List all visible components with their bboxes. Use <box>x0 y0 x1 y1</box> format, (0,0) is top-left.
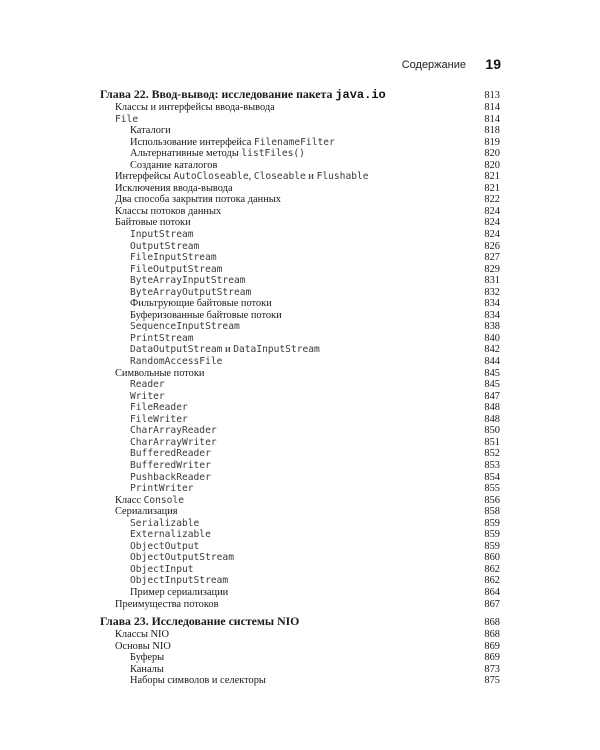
toc-entry-title <box>100 483 194 495</box>
title-text: Каналы <box>130 663 164 675</box>
toc-chapter-heading <box>100 613 500 629</box>
toc-entry-title <box>100 368 204 380</box>
toc-entry-title <box>100 414 188 426</box>
title-text: Классы NIO <box>115 629 169 641</box>
toc-entry <box>100 587 500 599</box>
title-text: Глава 22. Ввод-вывод: исследование пакета <box>100 87 336 101</box>
toc-entry <box>100 437 500 449</box>
toc-entry-page: 831 <box>484 275 500 287</box>
code-identifier: OutputStream <box>130 240 200 252</box>
toc-entry-title <box>100 125 171 137</box>
toc-entry-page: 868 <box>484 617 500 629</box>
toc-entry-page: 829 <box>484 263 500 275</box>
code-identifier: CharArrayWriter <box>130 436 217 448</box>
toc-entry-page: 862 <box>484 575 500 587</box>
toc-entry-page: 848 <box>484 402 500 414</box>
toc-entry-page: 852 <box>484 448 500 460</box>
code-identifier: Writer <box>130 390 165 402</box>
toc-entry-page: 844 <box>484 356 500 368</box>
code-identifier: FileOutputStream <box>130 263 223 275</box>
toc-entry-title <box>100 437 217 449</box>
toc-entry-page: 832 <box>484 286 500 298</box>
toc-entry <box>100 402 500 414</box>
toc-entry-title <box>100 564 194 576</box>
toc-entry <box>100 344 500 356</box>
toc-entry <box>100 460 500 472</box>
toc-entry <box>100 125 500 137</box>
toc-entry <box>100 379 500 391</box>
toc-entry-page: 848 <box>484 413 500 425</box>
toc-entry <box>100 252 500 264</box>
code-identifier: BufferedReader <box>130 448 211 460</box>
toc-entry-title <box>100 264 222 276</box>
title-text: и <box>222 344 234 356</box>
toc-entry-title <box>100 495 184 507</box>
toc-entry-page: 853 <box>484 459 500 471</box>
title-text: Каталоги <box>130 125 171 137</box>
toc-entry-title <box>100 137 335 149</box>
toc-entry-title <box>100 460 211 472</box>
page-number: 19 <box>485 56 501 72</box>
toc-entry <box>100 664 500 676</box>
toc-entry <box>100 206 500 218</box>
code-identifier: Console <box>143 494 184 506</box>
code-identifier: Externalizable <box>130 529 211 541</box>
toc-entry-title <box>100 206 221 218</box>
code-identifier: FileWriter <box>130 413 188 425</box>
toc-entry-page: 827 <box>484 252 500 264</box>
toc-entry-page: 875 <box>484 675 500 687</box>
toc-entry-title <box>100 541 199 553</box>
toc-entry <box>100 641 500 653</box>
toc-entry-title <box>100 183 233 195</box>
toc-entry-page: 854 <box>484 471 500 483</box>
toc-entry-title <box>100 298 272 310</box>
code-identifier: Flushable <box>316 171 369 183</box>
toc-entry-title <box>100 402 188 414</box>
toc-entry <box>100 321 500 333</box>
toc-entry-title <box>100 664 164 676</box>
code-identifier: SequenceInputStream <box>130 321 240 333</box>
title-text: Преимущества потоков <box>115 598 219 610</box>
code-identifier: ObjectInputStream <box>130 575 229 587</box>
code-identifier: PrintStream <box>130 332 194 344</box>
toc-entry <box>100 575 500 587</box>
code-identifier: Closeable <box>253 171 306 183</box>
code-identifier: ObjectOutputStream <box>130 552 234 564</box>
title-text: Символьные потоки <box>115 367 205 379</box>
toc-entry-page: 869 <box>484 640 500 652</box>
toc-entry-page: 855 <box>484 483 500 495</box>
toc-entry-page: 845 <box>484 379 500 391</box>
code-identifier: DataInputStream <box>233 344 320 356</box>
toc-entry <box>100 114 500 126</box>
toc-entry-page: 814 <box>484 102 500 113</box>
toc-entry <box>100 391 500 403</box>
toc-entry <box>100 529 500 541</box>
toc-entry-title <box>100 379 165 391</box>
toc-entry-page: 873 <box>484 663 500 675</box>
toc-entry-title <box>100 587 228 599</box>
toc-entry-title <box>100 575 228 587</box>
title-text: Буферы <box>130 652 165 664</box>
toc-entry-page: 862 <box>484 563 500 575</box>
toc-entry-page: 859 <box>484 540 500 552</box>
toc-entry-title <box>100 217 191 229</box>
toc-entry-page: 824 <box>484 229 500 241</box>
toc-entry-title <box>100 344 320 356</box>
code-identifier: java.io <box>335 88 386 102</box>
toc-entry-title <box>100 229 194 241</box>
toc-entry-title <box>100 241 199 253</box>
code-identifier: File <box>115 113 139 125</box>
code-identifier: PrintWriter <box>130 483 194 495</box>
toc-entry-title <box>100 448 211 460</box>
code-identifier: CharArrayReader <box>130 425 217 437</box>
title-text: Два способа закрытия потока данных <box>115 194 281 206</box>
toc-entry-title <box>100 518 199 530</box>
title-text: Сериализация <box>115 506 178 518</box>
toc-entry-page: 851 <box>484 436 500 448</box>
toc-entry <box>100 217 500 229</box>
title-text: , <box>248 171 254 183</box>
code-identifier: Reader <box>130 379 165 391</box>
code-identifier: FilenameFilter <box>253 136 335 148</box>
title-text: Наборы символов и селекторы <box>130 675 266 687</box>
toc-entry-page: 847 <box>484 390 500 402</box>
toc-entry-title <box>100 114 138 126</box>
code-identifier: Serializable <box>130 517 200 529</box>
toc-entry-title <box>100 275 246 287</box>
toc-entry-page: 824 <box>484 205 500 217</box>
toc-entry <box>100 171 500 183</box>
toc-entry-page: 864 <box>484 586 500 598</box>
title-text: Альтернативные методы <box>130 148 242 160</box>
toc-entry-page: 842 <box>484 344 500 356</box>
toc-entry <box>100 652 500 664</box>
toc-entry <box>100 552 500 564</box>
toc-entry-page: 867 <box>484 598 500 610</box>
table-of-contents <box>100 86 500 687</box>
toc-entry-title <box>100 194 281 206</box>
code-identifier: ObjectInput <box>130 563 194 575</box>
title-text: Классы и интерфейсы ввода-вывода <box>115 102 275 113</box>
code-identifier: BufferedWriter <box>130 459 211 471</box>
toc-entry <box>100 102 500 114</box>
toc-entry-page: 869 <box>484 652 500 664</box>
toc-entry-title <box>100 356 222 368</box>
toc-entry-page: 820 <box>484 159 500 171</box>
code-identifier: PushbackReader <box>130 471 211 483</box>
toc-entry-title <box>100 425 217 437</box>
code-identifier: DataOutputStream <box>130 344 223 356</box>
toc-entry <box>100 629 500 641</box>
toc-entry-title <box>100 552 234 564</box>
toc-entry <box>100 506 500 518</box>
toc-entry <box>100 137 500 149</box>
toc-entry <box>100 356 500 368</box>
toc-entry-title <box>100 641 171 653</box>
toc-entry-page: 859 <box>484 517 500 529</box>
toc-entry <box>100 194 500 206</box>
toc-entry-page: 840 <box>484 332 500 344</box>
title-text: Интерфейсы <box>115 171 174 183</box>
toc-entry-title <box>100 472 211 484</box>
toc-entry <box>100 287 500 299</box>
toc-entry-page: 845 <box>484 367 500 379</box>
code-identifier: ByteArrayInputStream <box>130 275 246 287</box>
toc-entry-title <box>100 675 266 687</box>
toc-entry <box>100 368 500 380</box>
toc-entry-page: 834 <box>484 309 500 321</box>
toc-entry-title <box>100 506 178 518</box>
toc-entry-title <box>100 86 386 103</box>
code-identifier: FileReader <box>130 402 188 414</box>
code-identifier: AutoCloseable <box>173 171 249 183</box>
toc-entry-page: 838 <box>484 321 500 333</box>
toc-entry <box>100 241 500 253</box>
title-text: Создание каталогов <box>130 159 218 171</box>
toc-entry <box>100 541 500 553</box>
toc-entry-page: 859 <box>484 529 500 541</box>
toc-entry-title <box>100 148 305 160</box>
title-text: Пример сериализации <box>130 586 229 598</box>
toc-entry-page: 814 <box>484 113 500 125</box>
toc-entry-page: 834 <box>484 298 500 310</box>
code-identifier: listFiles() <box>241 148 305 160</box>
toc-entry-page: 821 <box>484 182 500 194</box>
toc-entry-title <box>100 310 282 322</box>
toc-entry-title <box>100 599 219 611</box>
toc-entry-title <box>100 160 217 172</box>
toc-entry-title <box>100 391 165 403</box>
toc-entry-title <box>100 287 251 299</box>
title-text: Классы потоков данных <box>115 205 222 217</box>
toc-entry-page: 868 <box>484 629 500 641</box>
toc-entry-title <box>100 333 194 345</box>
toc-entry-page: 826 <box>484 240 500 252</box>
toc-entry-page: 819 <box>484 136 500 148</box>
toc-entry <box>100 275 500 287</box>
toc-entry <box>100 333 500 345</box>
toc-entry-page: 860 <box>484 552 500 564</box>
running-header <box>0 56 600 76</box>
toc-entry <box>100 599 500 611</box>
toc-entry <box>100 564 500 576</box>
toc-entry <box>100 483 500 495</box>
toc-entry <box>100 229 500 241</box>
toc-entry <box>100 675 500 687</box>
toc-entry-page: 821 <box>484 171 500 183</box>
toc-entry <box>100 425 500 437</box>
toc-entry <box>100 183 500 195</box>
toc-entry-page: 850 <box>484 425 500 437</box>
toc-entry <box>100 448 500 460</box>
toc-entry-page: 824 <box>484 217 500 229</box>
toc-entry <box>100 160 500 172</box>
toc-entry <box>100 148 500 160</box>
title-text: Буферизованные байтовые потоки <box>130 309 282 321</box>
code-identifier: ByteArrayOutputStream <box>130 286 252 298</box>
code-identifier: InputStream <box>130 229 194 241</box>
toc-entry-page: 813 <box>484 90 500 101</box>
code-identifier: RandomAccessFile <box>130 356 223 368</box>
title-text: Использование интерфейса <box>130 136 254 148</box>
toc-entry-title <box>100 529 211 541</box>
title-text: Байтовые потоки <box>115 217 191 229</box>
toc-entry <box>100 310 500 322</box>
toc-entry-page: 822 <box>484 194 500 206</box>
toc-entry-title <box>100 252 217 264</box>
title-text: Фильтрующие байтовые потоки <box>130 298 272 310</box>
title-text: и <box>305 171 317 183</box>
toc-entry-title <box>100 171 369 183</box>
code-identifier: FileInputStream <box>130 252 217 264</box>
toc-entry <box>100 495 500 507</box>
toc-entry <box>100 472 500 484</box>
toc-entry <box>100 264 500 276</box>
toc-entry-page: 820 <box>484 148 500 160</box>
toc-entry-title <box>100 613 299 629</box>
toc-entry-page: 818 <box>484 125 500 137</box>
toc-entry-page: 858 <box>484 506 500 518</box>
toc-entry <box>100 518 500 530</box>
code-identifier: ObjectOutput <box>130 540 200 552</box>
toc-entry-title <box>100 321 240 333</box>
toc-chapter-heading <box>100 86 500 102</box>
toc-entry-title <box>100 102 275 114</box>
title-text: Класс <box>115 494 144 506</box>
title-text: Основы NIO <box>115 640 171 652</box>
toc-entry <box>100 414 500 426</box>
toc-entry-page: 856 <box>484 494 500 506</box>
title-text: Исключения ввода-вывода <box>115 182 233 194</box>
toc-entry <box>100 298 500 310</box>
title-text: Глава 23. Исследование системы NIO <box>100 614 300 629</box>
running-header-section: Содержание <box>401 59 466 71</box>
toc-entry-title <box>100 629 169 641</box>
toc-entry-title <box>100 652 164 664</box>
